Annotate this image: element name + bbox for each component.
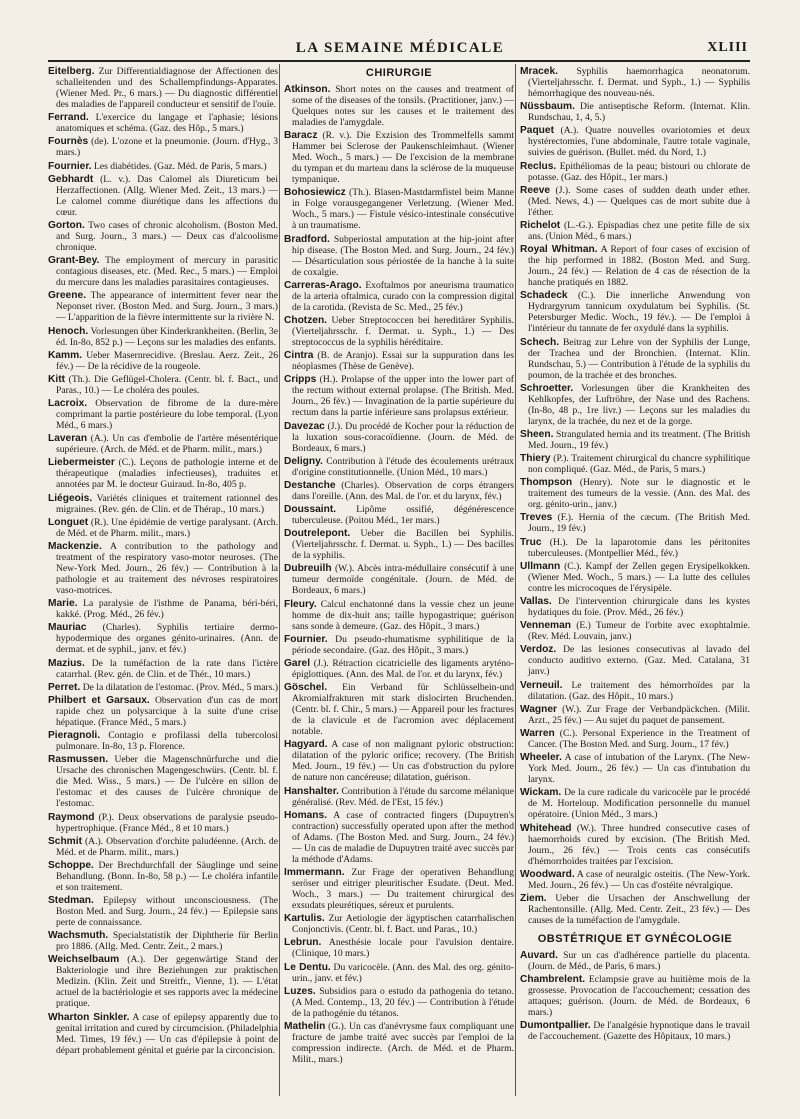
entry-text: Ueber die Ursachen der Anschwellung der Rachentonsille. (Allg. Med. Centr. Zeit., 23 fév.) — Des causes de la tuméfaction de l'amygdale.: [528, 892, 750, 926]
entry-author: Gebhardt: [48, 173, 94, 185]
bibliography-entry: [520, 161, 750, 183]
entry-author: Philbert et Garsaux.: [48, 694, 150, 706]
entry-author: Warren: [520, 727, 555, 739]
entry-text: (C.). Kampf der Zellen gegen Erysipelkokken. (Wiener Med. Woch., 5 mars.) — La lutte des cellules contre les microcoques de l'érysipèle.: [528, 560, 750, 594]
entry-text: (A.). Quatre nouvelles ovariotomies et deux hystérectomies, l'une abdominale, l'autre totale vaginale, suivies de guérison. (Bullet. méd. du Nord, 1.): [528, 125, 750, 159]
bibliography-entry: [48, 174, 278, 218]
entry-author: Bohosiewicz: [284, 187, 346, 199]
bibliography-entry: [284, 187, 514, 231]
bibliography-entry: [48, 695, 278, 728]
entry-text: De la cure radicale du varicocèle par le procédé de M. Horteloup. Modification personnelle du manuel opératoire. (Union Méd., 3 mars.): [528, 787, 750, 821]
entry-author: Atkinson.: [284, 84, 331, 95]
bibliography-entry: [284, 280, 514, 313]
entry-author: Davezac: [284, 420, 325, 432]
entry-text: (J.). Du procédé de Kocher pour la réduction de la luxation sous-coracoïdienne. (Journ. de Méd. de Bordeaux, 6 mars.): [292, 420, 514, 454]
entry-text: Du pseudo-rhumatisme syphilitique de la période secondaire. (Gaz. des Hôpit., 3 mars.): [292, 633, 514, 656]
entry-author: Garel: [284, 658, 311, 669]
entry-text: (Th.). Die Geflügel-Cholera. (Centr. bl. f. Bact., und Paras., 10.) — Le choléra des poules.: [56, 373, 278, 396]
entry-author: Ziem.: [520, 892, 547, 904]
entry-text: (P.). Traitement chirurgical du chancre syphilitique non compliqué. (Gaz. Méd., de Paris, 5 mars.): [528, 453, 750, 476]
bibliography-entry: [48, 622, 278, 655]
bibliography-entry: [284, 937, 514, 959]
entry-author: Henoch.: [48, 325, 89, 337]
bibliography-entry: [48, 350, 278, 372]
entry-text: (E.) Tumeur de l'orbite avec exophtalmie. (Rev. Méd. Louvain, janv.): [528, 620, 750, 643]
entry-author: Vallas.: [520, 596, 552, 607]
entry-author: Verneuil.: [520, 679, 563, 691]
bibliography-entry: [48, 658, 278, 680]
entry-author: Cintra: [284, 350, 314, 362]
entry-text: Syphilis haemorrhagica neonatorum. (Vierteljahrsschr. f. Dermat. und Syph., 1.) — Syphilis hémorrhagique des nouveau-nés.: [528, 66, 750, 99]
bibliography-entry: [48, 541, 278, 596]
entry-author: Raymond: [48, 811, 95, 823]
entry-text: (G.). Un cas d'anévrysme faux compliquant une fracture de jambe traité avec succès par l'emploi de la compression indirecte. (Arch. de Méd. et de Pharm. Milit., mars.): [292, 1020, 514, 1065]
entry-author: Mackenzie.: [48, 541, 102, 552]
bibliography-entry: [284, 421, 514, 454]
bibliography-entry: [48, 517, 278, 539]
entry-author: Paquet: [520, 125, 554, 137]
entry-author: Wheeler.: [520, 752, 562, 764]
entry-author: Hanshalter.: [284, 785, 339, 797]
entry-author: Mazius.: [48, 657, 85, 669]
bibliography-entry: [284, 480, 514, 502]
entry-author: Schoppe.: [48, 859, 94, 871]
bibliography-entry: [284, 1021, 514, 1065]
bibliography-entry: [284, 528, 514, 561]
entry-text: (P.). Deux observations de paralysie pseudo-hypertrophique. (France Méd., 8 et 10 mars.): [56, 811, 278, 834]
bibliography-entry: [520, 101, 750, 123]
entry-author: Wachsmuth.: [48, 930, 109, 942]
bibliography-entry: [520, 125, 750, 158]
bibliography-entry: [520, 220, 750, 242]
entry-text: Ueber die Bacillen bei Syphilis. (Vierteljahrsschr. f. Dermat. u. Syph., 1.) — Des bacilles de la syphilis.: [292, 528, 514, 562]
bibliography-entry: [48, 326, 278, 348]
entry-author: Reeve: [520, 184, 551, 196]
entry-author: Pieragnoli.: [48, 730, 101, 742]
entry-author: Fournier.: [284, 633, 328, 645]
entry-text: Sur un cas d'adhérence partielle du placenta. (Journ. de Méd., de Paris, 6 mars.): [528, 949, 750, 972]
entry-author: Richelot: [520, 219, 561, 231]
entry-text: (R. v.). Die Exzision des Trommelfells sammt Hammer bei Sclerose der Paukenschleimhaut. (Wiener Med. Woch., 5 mars.) — De l'excision de la membrane du tympan et du marteau dans la sclérose de la muqueuse tympanique.: [292, 130, 514, 186]
entry-text: Zur Frage der operativen Behandlung seröser und eitriger pleuritischer Esudate. (Deut. Med. Woch., 3 mars.) — Du traitement chirurgical des exsudats pleurétiques, séreux et purulents.: [292, 866, 514, 911]
entry-text: Les diabétides. (Gaz. Méd. de Paris, 5 mars.): [94, 160, 267, 172]
bibliography-entry: [284, 130, 514, 185]
entry-text: Vorlesungen über die Krankheiten des Kehlkopfes, der Luftröhre, der Nase und des Rachens. (In-8o, 48 p., 1re livr.) — Leçons sur les maladies du larynx, de la trachée, du nez et de la gorge.: [528, 382, 750, 427]
bibliography-entry: [48, 954, 278, 1009]
bibliography-entry: [520, 823, 750, 867]
entry-author: Auvard.: [520, 949, 558, 961]
entry-author: Fournès: [48, 136, 89, 148]
bibliography-entry: [520, 561, 750, 594]
entry-text: Ueber Streptococcen bei hereditärer Syphilis. (Vierteljahrsschr. f. Dermat. u. Syph., 1.) — Des streptococcus de la syphilis héréditaire.: [292, 314, 514, 348]
bibliography-entry: [48, 457, 278, 490]
bibliography-entry: [520, 752, 750, 785]
entry-author: Baracz: [284, 130, 318, 142]
entry-author: Mathelin: [284, 1020, 326, 1032]
entry-author: Luzes.: [284, 985, 316, 997]
entry-text: Ueber Masernrecidive. (Breslau. Aerz. Zeit., 26 fév.) — De la récidive de la rougeole.: [56, 349, 278, 372]
bibliography-entry: [520, 1020, 750, 1042]
entry-text: (W.). Abcès intra-médullaire consécutif à une tumeur dermoïde congénitale. (Journ. de Méd. de Bordeaux, 6 mars.): [292, 563, 514, 597]
entry-text: De l'analgésie hypnotique dans le travail de l'accouchement. (Gazette des Hôpitaux, 10 mars.): [528, 1020, 750, 1043]
entry-text: A case of neuralgic osteitis. (The New-York. Med. Journ., 26 fév.) — Un cas d'ostéite névralgique.: [528, 868, 750, 891]
bibliography-entry: [284, 350, 514, 372]
entry-author: Nüssbaum.: [520, 101, 575, 113]
entry-text: (A.). Observation d'orchite paludéenne. (Arch. de Méd. et de Pharm. milit., mars.): [56, 835, 278, 858]
entry-text: A contribution to the pathology and treatment of the respiratory vaso-motor neuroses. (The New-York Med. Journ., 26 fév.) — Contribution à la pathologie et au traitement des névroses respiratoires vaso-motrices.: [56, 541, 278, 596]
entry-author: Greene.: [48, 290, 86, 302]
entry-text: Contribution à l'étude des écoulements urétraux d'origine constitutionnelle. (Union Méd., 10 mars.): [292, 455, 514, 478]
entry-text: (W.). Three hundred consecutive cases of haemorrhoids cured by excision. (The British Med. Journ., 26 fév.) — Trois cents cas consécutifs d'hémorrhoïdes traitées par l'excision.: [528, 822, 750, 867]
entry-text: A case of contracted fingers (Dupuytren's contraction) successfully operated upon after the method of Adams. (The Boston Med. and Surg. Journ., 24 fév.) — Un cas de maladie de Dupuytren traité avec succès par la méthode d'Adams.: [292, 809, 514, 865]
entry-author: Deligny.: [284, 455, 323, 467]
bibliography-entry: [48, 682, 278, 693]
bibliography-entry: [48, 812, 278, 834]
bibliography-entry: [284, 315, 514, 348]
bibliography-entry: [520, 869, 750, 891]
entry-text: (C.). Personal Experience in the Treatment of Cancer. (The Boston Med. and Surg. Journ., 17 fév.): [528, 727, 750, 750]
entry-author: Schroetter.: [520, 382, 574, 394]
entry-text: (Th.). Blasen-Mastdarmfistel beim Manne in Folge vorausgegangener Verletzung. (Wiener Med. Woch., 5 mars.) — Fistule vésico-intestinale consécutive à un traumatisme.: [292, 187, 514, 232]
entry-author: Carreras-Arago.: [284, 279, 362, 291]
entry-text: Zur Differentialdiagnose der Affectionen des schalleitenden und des Schallempfindungs-Apparates. (Wiener Med. Pr., 6 mars.) — Du diagnostic différentiel des maladies de l'appareil conducteur et sensitif de l'ouïe.: [56, 66, 278, 110]
entry-author: Mracek.: [520, 66, 558, 77]
entry-author: Kitt: [48, 373, 65, 385]
bibliography-entry: [520, 787, 750, 820]
entry-author: Liebermeister: [48, 457, 115, 469]
entry-author: Liégeois.: [48, 492, 93, 504]
entry-author: Reclus.: [520, 160, 557, 172]
page-number: XLIII: [707, 40, 748, 55]
bibliography-entry: [48, 374, 278, 396]
entry-text: (L. v.). Das Calomel als Diureticum bei Herzaffectionen. (Allg. Wiener Med. Zeit., 13 mars.) — Le calomel comme diurétique dans les affections du cœur.: [56, 173, 278, 218]
bibliography-entry: [284, 599, 514, 632]
bibliography-entry: [48, 398, 278, 431]
entry-text: Ein Verband für Schlüsselbein-und Akromialfrakturen mit stark dislocirten Bruchenden. (Centr. bl. f. Chir., 5 mars.) — Appareil pour les fractures de la clavicule et de l'acromion avec déplacement notable.: [292, 682, 514, 738]
entry-text: Observation d'un cas de mort rapide chez un polysarcique à la suite d'une crise hépatique. (France Méd., 5 mars.): [56, 694, 278, 728]
bibliography-entry: [520, 244, 750, 288]
entry-author: Weichselbaum: [48, 954, 120, 966]
entry-text: Two cases of chronic alcoholism. (Boston Med. and Surg. Journ., 3 mars.) — Deux cas d'alcoolisme chronique.: [56, 219, 278, 253]
bibliography-entry: [48, 1012, 278, 1056]
entry-text: De la tuméfaction de la rate dans l'ictère catarrhal. (Rev. gén. de Clin. et de Thér., 10 mars.): [56, 657, 278, 680]
entry-text: De las lesiones consecutivas al lavado del conducto auditivo externo. (Gaz. Med. Catalana, 31 janv.): [528, 644, 750, 678]
entry-author: Chambrelent.: [520, 974, 586, 986]
entry-text: Epithéliomas de la peau; bistouri ou chlorate de potasse. (Gaz. des Hôpit., 1er mars.): [528, 160, 750, 183]
entry-text: A case of non malignant pyloric obstruction: dilatation of the pyloric orifice; recovery. (The British Med. Journ., 19 fév.) — Un cas d'obstruction du pylore de nature non cancéreuse; dilatation, guérison.: [292, 739, 514, 784]
entry-author: Lebrun.: [284, 937, 322, 949]
bibliography-entry: [520, 453, 750, 475]
entry-text: The appearance of intermittent fever near the Neponset river. (Boston Med. and Surg. Journ., 3 mars.) — L'apparition de la fièvre intermittente sur la rivière N.: [56, 290, 278, 324]
entry-text: A Report of four cases of excision of the hip performed in 1882. (Boston Med. and Surg. Journ., 24 fév.) — Relation de 4 cas de résection de la hanche pratiqués en 1882.: [528, 244, 750, 289]
entry-text: (R.). Une épidémie de vertige paralysant. (Arch. de Méd. et de Pharm. milit., mars.): [56, 516, 278, 539]
entry-text: Subperiostal amputation at the hip-joint after hip disease. (The Boston Med. and Surg. Journ., 24 fév.) — Désarticulation sous périostée de la hanche à la suite de coxalgie.: [292, 233, 514, 278]
entry-text: (Henry). Note sur le diagnostic et le traitement des tumeurs de la vessie. (Ann. des Mal. des org. génito-urin., janv.): [528, 477, 750, 511]
entry-author: Stedman.: [48, 895, 94, 907]
bibliography-entry: [284, 986, 514, 1019]
bibliography-entry: [520, 512, 750, 534]
bibliography-entry: [48, 895, 278, 928]
column-middle: [284, 66, 514, 1096]
entry-text: Der Brechdurchfall der Säuglinge und seine Behandlung. (Bonn. In-8o, 58 p.) — Le choléra infantile et son traitement.: [56, 859, 278, 893]
entry-author: Fournier.: [48, 160, 92, 172]
entry-text: (Charles). Observation de corps étrangers dans l'oreille. (Ann. des Mal. de l'or. et du larynx, fév.): [292, 479, 514, 502]
bibliography-entry: [284, 504, 514, 526]
bibliography-entry: [284, 634, 514, 656]
bibliography-entry: [520, 974, 750, 1018]
entry-author: Doutrelepont.: [284, 528, 351, 540]
bibliography-entry: [520, 66, 750, 99]
entry-author: Doussaint.: [284, 504, 337, 516]
entry-text: Variétés cliniques et traitement rationnel des migraines. (Rev. gén. de Clin. et de Thérap., 10 mars.): [56, 492, 278, 515]
entry-text: Epilepsy without unconsciousness. (The Boston Med. and Surg. Journ., 24 fév.) — Epilepsie sans perte de connaissance.: [56, 895, 278, 929]
entry-author: Le Dentu.: [284, 961, 331, 973]
bibliography-entry: [520, 950, 750, 972]
entry-text: Calcul enchatonné dans la vessie chez un jeune homme de dix-huit ans; taille hypogastrique; guérison sans sonde à demeure. (Gaz. des Hôpit., 3 mars.): [292, 598, 514, 632]
entry-author: Verdoz.: [520, 644, 557, 656]
entry-text: (W.). Zur Frage der Verbandpäckchen. (Milit. Arzt., 25 fév.) — Au sujet du paquet de pansement.: [528, 703, 750, 726]
entry-author: Wagner: [520, 703, 557, 715]
entry-text: (H.). De la laparotomie dans les péritonites tuberculeuses. (Montpellier Méd., fév.): [528, 536, 750, 559]
bibliography-entry: [48, 493, 278, 515]
entry-text: Beitrag zur Lehre von der Syphilis der Lunge, der Trachea und der Bronchien. (Internat. Klin. Rundschau, 5.) — Contribution à l'étude de la syphilis du poumon, de la trachée et des bronches.: [528, 336, 750, 381]
entry-text: (de). L'ozone et la pneumonie. (Journ. d'Hyg., 3 mars.): [56, 136, 278, 159]
section-title-obstetrique: OBSTÉTRIQUE ET GYNÉCOLOGIE: [537, 932, 733, 945]
entry-author: Dubreuilh: [284, 563, 332, 575]
entry-author: Gorton.: [48, 219, 85, 231]
bibliography-entry: [48, 66, 278, 110]
entry-author: Cripps: [284, 374, 317, 386]
entry-text: La paralysie de l'isthme de Panama, béri-béri, kakké. (Prog. Méd., 26 fév.): [56, 598, 278, 621]
entry-text: A case of intubation of the Larynx. (The New-York Med. Journ., 26 fév.) — Un cas d'intubation du larynx.: [528, 752, 750, 786]
bibliography-entry: [520, 680, 750, 702]
entry-text: Le traitement des hémorrhoïdes par la dilatation. (Gaz. des Hôpit., 10 mars.): [528, 679, 750, 702]
entry-author: Ferrand.: [48, 112, 89, 124]
entry-text: Strangulated hernia and its treatment. (The British Med. Journ., 19 fév.): [528, 428, 750, 451]
entry-author: Eitelberg.: [48, 66, 95, 77]
bibliography-entry: [284, 913, 514, 935]
entry-text: Eclampsie grave au huitième mois de la grossesse. Provocation de l'accouchement; cessation des attaques; guérison. (Journ. de Méd. de Bordeaux, 6 mars.): [528, 974, 750, 1019]
entry-text: (A.). Der gegenwärtige Stand der Bakteriologie und ihre Beziehungen zur praktischen Medizin. (Klin. Zeit und Streitfr., Vienne, 1). — L'état actuel de la bactériologie et ses rapports avec la médecine pratique.: [56, 954, 278, 1010]
bibliography-entry: [284, 810, 514, 865]
entry-text: (C.). Die innerliche Anwendung von Hydrargyrum tannicum oxydulatum bei Syphilis. (St. Petersburger Medic. Woch., 19 fév.). — De l'emploi à l'intérieur du tannate de fer oxydulé dans la syphilis.: [528, 290, 750, 335]
bibliography-entry: [284, 234, 514, 278]
bibliography-entry: [48, 161, 278, 172]
entry-author: Bradford.: [284, 233, 330, 245]
entry-author: Kamm.: [48, 349, 82, 361]
entry-author: Thompson: [520, 477, 573, 489]
bibliography-entry: [284, 374, 514, 418]
bibliography-entry: [520, 477, 750, 510]
entry-author: Schmit: [48, 835, 82, 847]
bibliography-entry: [284, 786, 514, 808]
entry-text: (J.). Some cases of sudden death under ether. (Med. News, 4.) — Quelques cas de mort subite due à l'éther.: [528, 184, 750, 218]
entry-text: (C.). Leçons de pathologie interne et de thérapeutique (maladies infectieuses), traduites et annotées par M. le docteur Guiraud. In-8o, 405 p.: [56, 457, 278, 491]
entry-author: Göschel.: [284, 682, 328, 694]
entry-author: Whitehead: [520, 822, 572, 834]
entry-text: Lipôme ossifié, dégénérescence tuberculeuse. (Poitou Méd., 1er mars.): [292, 504, 514, 527]
entry-author: Royal Whitman.: [520, 244, 598, 256]
bibliography-entry: [284, 456, 514, 478]
bibliography-entry: [520, 383, 750, 427]
bibliography-entry: [520, 620, 750, 642]
bibliography-entry: [284, 867, 514, 911]
entry-author: Woodward.: [520, 868, 575, 880]
entry-author: Longuet: [48, 516, 89, 528]
entry-author: Schadeck: [520, 290, 568, 302]
entry-text: Contribution à l'étude du sarcome mélanique généralisé. (Rev. Méd. de l'Est, 15 fév.): [292, 785, 514, 808]
entry-author: Hagyard.: [284, 739, 328, 751]
entry-author: Truc: [520, 536, 542, 548]
entry-text: De la dilatation de l'estomac. (Prov. Méd., 5 mars.): [82, 681, 278, 693]
entry-author: Venneman: [520, 620, 571, 632]
bibliography-entry: [284, 563, 514, 596]
entry-text: Observation de fibrome de la dure-mère comprimant la partie postérieure du lobe temporal. (Lyon Méd., 6 mars.): [56, 398, 278, 432]
entry-author: Perret.: [48, 681, 81, 693]
entry-text: Zur Aetiologie der ägyptischen catarrhalischen Conjonctivis. (Centr. bl. f. Bact. und Paras., 10.): [292, 913, 514, 936]
entry-text: (A.). Un cas d'embolie de l'artère mésentérique supérieure. (Arch. de Méd. et de Pharm. milit., mars.): [56, 433, 278, 456]
entry-author: Thiery: [520, 453, 551, 465]
bibliography-entry: [48, 930, 278, 952]
bibliography-entry: [284, 739, 514, 783]
bibliography-entry: [520, 429, 750, 451]
bibliography-entry: [520, 537, 750, 559]
bibliography-entry: [48, 136, 278, 158]
entry-author: Wharton Sinkler.: [48, 1011, 130, 1023]
entry-text: Ueber die Magenschnürfurche und die Ursache des chronischen Magengeschwürs. (Centr. bl. f. die Med. Wiss., 5 mars.) — De l'ulcère en sillon de l'estomac et des causes de l'ulcère chronique de l'estomac.: [56, 754, 278, 810]
entry-text: Specialstatistik der Diphtherie für Berlin pro 1886. (Allg. Med. Centr. Zeit., 2 mars.): [56, 930, 278, 953]
bibliography-entry: [520, 728, 750, 750]
entry-text: Subsidios para o estudo da pathogenia do tetano. (A Med. Contemp., 13, 20 fév.) — Contribution à l'étude de la pathogénie du tétanos.: [292, 985, 514, 1019]
entry-text: (Charles). Syphilis tertiaire dermo-hypodermique des organes génito-urinaires. (Ann. de dermat. et de syphil., janv. et fév.): [56, 622, 278, 656]
entry-author: Rasmussen.: [48, 754, 109, 766]
bibliography-entry: [48, 220, 278, 253]
entry-text: Die antiseptische Reform. (Internat. Klin. Rundschau, 1, 4, 5.): [528, 101, 750, 124]
bibliography-entry: [48, 433, 278, 455]
bibliography-entry: [520, 596, 750, 618]
entry-text: De l'intervention chirurgicale dans les kystes hydatiques du foie. (Prov. Méd., 26 fév.): [528, 596, 750, 618]
entry-author: Homans.: [284, 809, 328, 821]
entry-text: (J.). Rétraction cicatricielle des ligaments aryténo-épiglottiques. (Ann. des Mal. de l'or. et du larynx, fév.): [292, 658, 514, 680]
bibliography-entry: [48, 290, 278, 323]
entry-author: Destanche: [284, 479, 336, 491]
bibliography-entry: [48, 754, 278, 809]
header-rule: [48, 60, 750, 62]
entry-text: Vorlesungen über Kinderkrankheiten. (Berlin, 3e éd. In-8o, 852 p.) — Leçons sur les maladies des enfants.: [56, 325, 278, 348]
section-title-chirurgie: CHIRURGIE: [365, 67, 433, 79]
bibliography-entry: [520, 644, 750, 677]
entry-text: Du varicocèle. (Ann. des Mal. des org. génito-urin., janv. et fév.): [292, 961, 514, 984]
entry-author: Sheen.: [520, 428, 554, 440]
column-right: [520, 66, 750, 1096]
entry-author: Ullmann: [520, 560, 561, 572]
bibliography-entry: [284, 658, 514, 680]
column-left: [48, 66, 278, 1096]
bibliography-entry: [520, 893, 750, 926]
bibliography-entry: [48, 255, 278, 288]
column-divider: [515, 64, 516, 1096]
entry-text: Anesthésie locale pour l'avulsion dentaire. (Clinique, 10 mars.): [292, 937, 514, 960]
entry-text: (H.). Prolapse of the upper into the lower part of the rectum without external prolapse. (The British. Med. Journ., 26 fév.) — Invagination de la partie supérieure du rectum dans la partie inférieure sans prolapsus extérieur.: [292, 374, 514, 419]
bibliography-entry: [284, 84, 514, 128]
entry-author: Mauriac: [48, 622, 87, 634]
entry-text: Exoftalmos por aneurisma traumatico de la arteria oftalmica, curado con la compression digital de la carotida. (Revista de Sc. Med., 25 fév.): [292, 279, 514, 313]
bibliography-entry: [284, 962, 514, 984]
entry-author: Schech.: [520, 336, 560, 348]
bibliography-entry: [48, 112, 278, 134]
entry-text: A case of epilepsy apparently due to genital irritation and cured by circumcision. (Philadelphia Med. Times, 19 fév.) — Un cas d'épilepsie à point de départ probablement génital et guérie par la circoncision.: [56, 1011, 278, 1056]
entry-author: Chotzen.: [284, 314, 328, 326]
entry-text: (B. de Aranjo). Essai sur la suppuration dans les néoplasmes (Thèse de Genève).: [292, 350, 514, 373]
entry-author: Treves: [520, 512, 553, 524]
entry-text: (L.-G.). Epispadias chez une petite fille de six ans. (Union Méd., 6 mars.): [528, 219, 750, 242]
entry-text: Contagio e profilassi della tubercolosi pulmonare. In-8o, 13 p. Florence.: [56, 730, 278, 753]
bibliography-entry: [48, 836, 278, 858]
bibliography-entry: [284, 682, 514, 737]
entry-author: Marie.: [48, 598, 78, 610]
bibliography-entry: [520, 185, 750, 218]
entry-text: (F.). Hernia of the cæcum. (The British Med. Journ., 19 fév.): [528, 512, 750, 535]
entry-author: Dumontpallier.: [520, 1020, 591, 1032]
entry-author: Lacroix.: [48, 398, 88, 410]
bibliography-entry: [520, 704, 750, 726]
column-divider: [279, 64, 280, 1096]
entry-text: Short notes on the causes and treatment of some of the diseases of the tonsils. (Practitioner, janv.) — Quelques notes sur les causes et le traitement des maladies de l'amygdale.: [292, 84, 514, 128]
bibliography-entry: [48, 598, 278, 620]
entry-author: Wickam.: [520, 787, 562, 799]
entry-author: Fleury.: [284, 598, 317, 610]
entry-author: Grant-Bey.: [48, 255, 100, 267]
bibliography-entry: [520, 337, 750, 381]
entry-author: Immermann.: [284, 866, 345, 878]
bibliography-entry: [48, 860, 278, 893]
entry-author: Laveran: [48, 433, 88, 445]
entry-author: Kartulis.: [284, 913, 325, 925]
entry-text: The employment of mercury in parasitic contagious diseases, etc. (Med. Rec., 5 mars.) — Emploi du mercure dans les maladies parasitaires contagieuses.: [56, 255, 278, 289]
bibliography-entry: [48, 730, 278, 752]
entry-text: L'exercice du langage et l'aphasie; lésions anatomiques et schéma. (Gaz. des Hôp., 5 mars.): [56, 112, 278, 135]
bibliography-entry: [520, 290, 750, 334]
page-title: LA SEMAINE MÉDICALE: [295, 40, 505, 56]
